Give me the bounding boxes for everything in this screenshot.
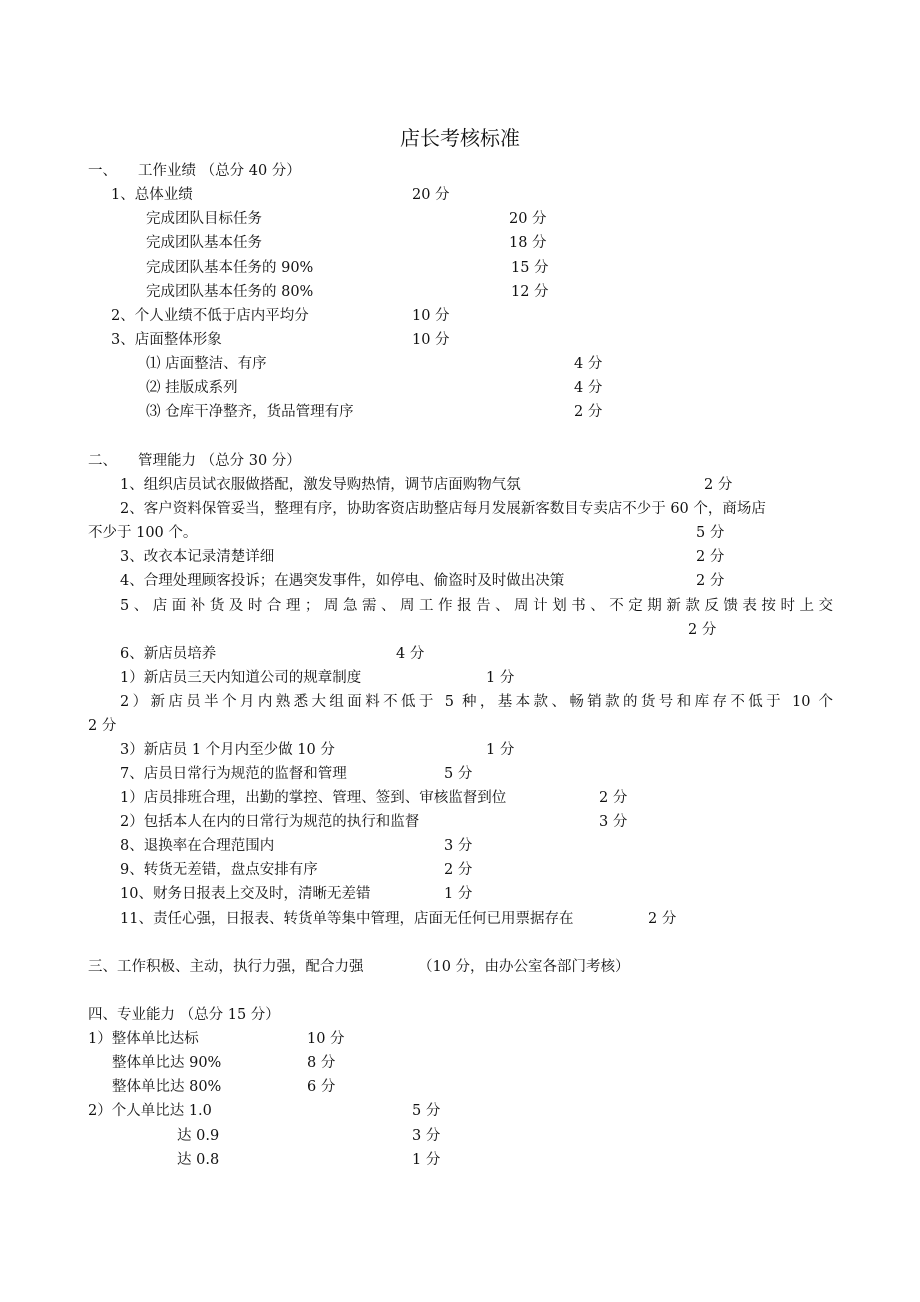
item-personal-ratio-09: 达 0.9 bbox=[177, 1128, 220, 1144]
item-complaints-score: 2 分 bbox=[696, 573, 725, 589]
item-team-basic-90-score: 15 分 bbox=[511, 260, 549, 276]
item-overall-performance: 1、总体业绩 bbox=[111, 187, 193, 203]
item-store-tidy-score: 4 分 bbox=[574, 356, 603, 372]
item-store-image-score: 10 分 bbox=[412, 332, 450, 348]
item-conduct-supervision: 7、店员日常行为规范的监督和管理 bbox=[120, 766, 347, 782]
item-restock-score: 2 分 bbox=[688, 622, 717, 638]
item-new-staff-training-score: 4 分 bbox=[396, 646, 425, 662]
section-1-heading: 工作业绩 （总分 40 分） bbox=[138, 163, 301, 179]
item-responsibility: 11、责任心强，日报表、转货单等集中管理，店面无任何已用票据存在 bbox=[120, 911, 574, 927]
section-1-number: 一、 bbox=[88, 163, 117, 179]
item-restock: 5、店面补货及时合理；周急需、周工作报告、周计划书、不定期新款反馈表按时上交 bbox=[120, 598, 833, 614]
item-rules-3days-score: 1 分 bbox=[486, 670, 515, 686]
item-scheduling: 1）店员排班合理，出勤的掌控、管理、签到、审核监督到位 bbox=[120, 790, 507, 806]
item-warehouse: ⑶ 仓库干净整齐，货品管理有序 bbox=[146, 404, 354, 420]
item-one-month-target-score: 1 分 bbox=[486, 742, 515, 758]
section-2-heading: 管理能力 （总分 30 分） bbox=[138, 453, 301, 469]
item-overall-ratio-90: 整体单比达 90% bbox=[112, 1055, 222, 1071]
item-daily-report: 10、财务日报表上交及时，清晰无差错 bbox=[120, 886, 371, 902]
section-4-heading: 四、专业能力 （总分 15 分） bbox=[88, 1007, 280, 1023]
item-customer-records-score: 5 分 bbox=[696, 525, 725, 541]
item-personal-ratio-08: 达 0.8 bbox=[177, 1152, 220, 1168]
item-display-series: ⑵ 挂版成系列 bbox=[146, 380, 238, 396]
item-new-staff-training: 6、新店员培养 bbox=[120, 646, 217, 662]
section-3-note: （10 分，由办公室各部门考核） bbox=[418, 959, 630, 975]
section-2-number: 二、 bbox=[88, 453, 117, 469]
item-personal-ratio-score: 5 分 bbox=[412, 1103, 441, 1119]
item-team-basic-80: 完成团队基本任务的 80% bbox=[146, 284, 314, 300]
document-title: 店长考核标准 bbox=[400, 126, 520, 150]
item-personal-ratio-08-score: 1 分 bbox=[412, 1152, 441, 1168]
item-overall-ratio: 1）整体单比达标 bbox=[88, 1031, 199, 1047]
item-team-basic-80-score: 12 分 bbox=[511, 284, 549, 300]
item-rules-3days: 1）新店员三天内知道公司的规章制度 bbox=[120, 670, 362, 686]
item-alteration-log: 3、改衣本记录清楚详细 bbox=[120, 549, 275, 565]
item-store-image: 3、店面整体形象 bbox=[111, 332, 222, 348]
item-self-conduct: 2）包括本人在内的日常行为规范的执行和监督 bbox=[120, 814, 420, 830]
item-alteration-log-score: 2 分 bbox=[696, 549, 725, 565]
item-display-series-score: 4 分 bbox=[574, 380, 603, 396]
item-warehouse-score: 2 分 bbox=[574, 404, 603, 420]
item-conduct-supervision-score: 5 分 bbox=[444, 766, 473, 782]
item-return-rate-score: 3 分 bbox=[444, 838, 473, 854]
item-team-target-score: 20 分 bbox=[509, 211, 547, 227]
item-one-month-target: 3）新店员 1 个月内至少做 10 分 bbox=[120, 742, 335, 758]
item-stock-transfer-score: 2 分 bbox=[444, 862, 473, 878]
item-fabric-knowledge-score: 2 分 bbox=[88, 718, 117, 734]
item-stock-transfer: 9、转货无差错，盘点安排有序 bbox=[120, 862, 318, 878]
item-outfit-styling: 1、组织店员试衣服做搭配，激发导购热情，调节店面购物气氛 bbox=[120, 477, 521, 493]
item-overall-ratio-80: 整体单比达 80% bbox=[112, 1079, 222, 1095]
item-scheduling-score: 2 分 bbox=[599, 790, 628, 806]
item-return-rate: 8、退换率在合理范围内 bbox=[120, 838, 275, 854]
item-team-basic-90: 完成团队基本任务的 90% bbox=[146, 260, 314, 276]
item-customer-records-cont: 不少于 100 个。 bbox=[88, 525, 198, 541]
item-responsibility-score: 2 分 bbox=[648, 911, 677, 927]
item-team-basic: 完成团队基本任务 bbox=[146, 235, 262, 251]
item-store-tidy: ⑴ 店面整洁、有序 bbox=[146, 356, 267, 372]
item-outfit-styling-score: 2 分 bbox=[704, 477, 733, 493]
item-personal-ratio-09-score: 3 分 bbox=[412, 1128, 441, 1144]
item-overall-ratio-score: 10 分 bbox=[307, 1031, 345, 1047]
item-daily-report-score: 1 分 bbox=[444, 886, 473, 902]
item-personal-ratio: 2）个人单比达 1.0 bbox=[88, 1103, 212, 1119]
item-complaints: 4、合理处理顾客投诉；在遇突发事件，如停电、偷盗时及时做出决策 bbox=[120, 573, 565, 589]
item-team-basic-score: 18 分 bbox=[509, 235, 547, 251]
section-3-text: 三、工作积极、主动，执行力强，配合力强 bbox=[88, 959, 364, 975]
item-personal-performance-score: 10 分 bbox=[412, 308, 450, 324]
item-customer-records: 2、客户资料保管妥当，整理有序，协助客资店助整店每月发展新客数目专卖店不少于 60 个，商场店 bbox=[120, 501, 766, 517]
item-overall-ratio-80-score: 6 分 bbox=[307, 1079, 336, 1095]
item-team-target: 完成团队目标任务 bbox=[146, 211, 262, 227]
item-self-conduct-score: 3 分 bbox=[599, 814, 628, 830]
item-fabric-knowledge: 2）新店员半个月内熟悉大组面料不低于 5 种，基本款、畅销款的货号和库存不低于 10 个 bbox=[120, 694, 833, 710]
item-overall-ratio-90-score: 8 分 bbox=[307, 1055, 336, 1071]
item-overall-performance-score: 20 分 bbox=[412, 187, 450, 203]
item-personal-performance: 2、个人业绩不低于店内平均分 bbox=[111, 308, 309, 324]
